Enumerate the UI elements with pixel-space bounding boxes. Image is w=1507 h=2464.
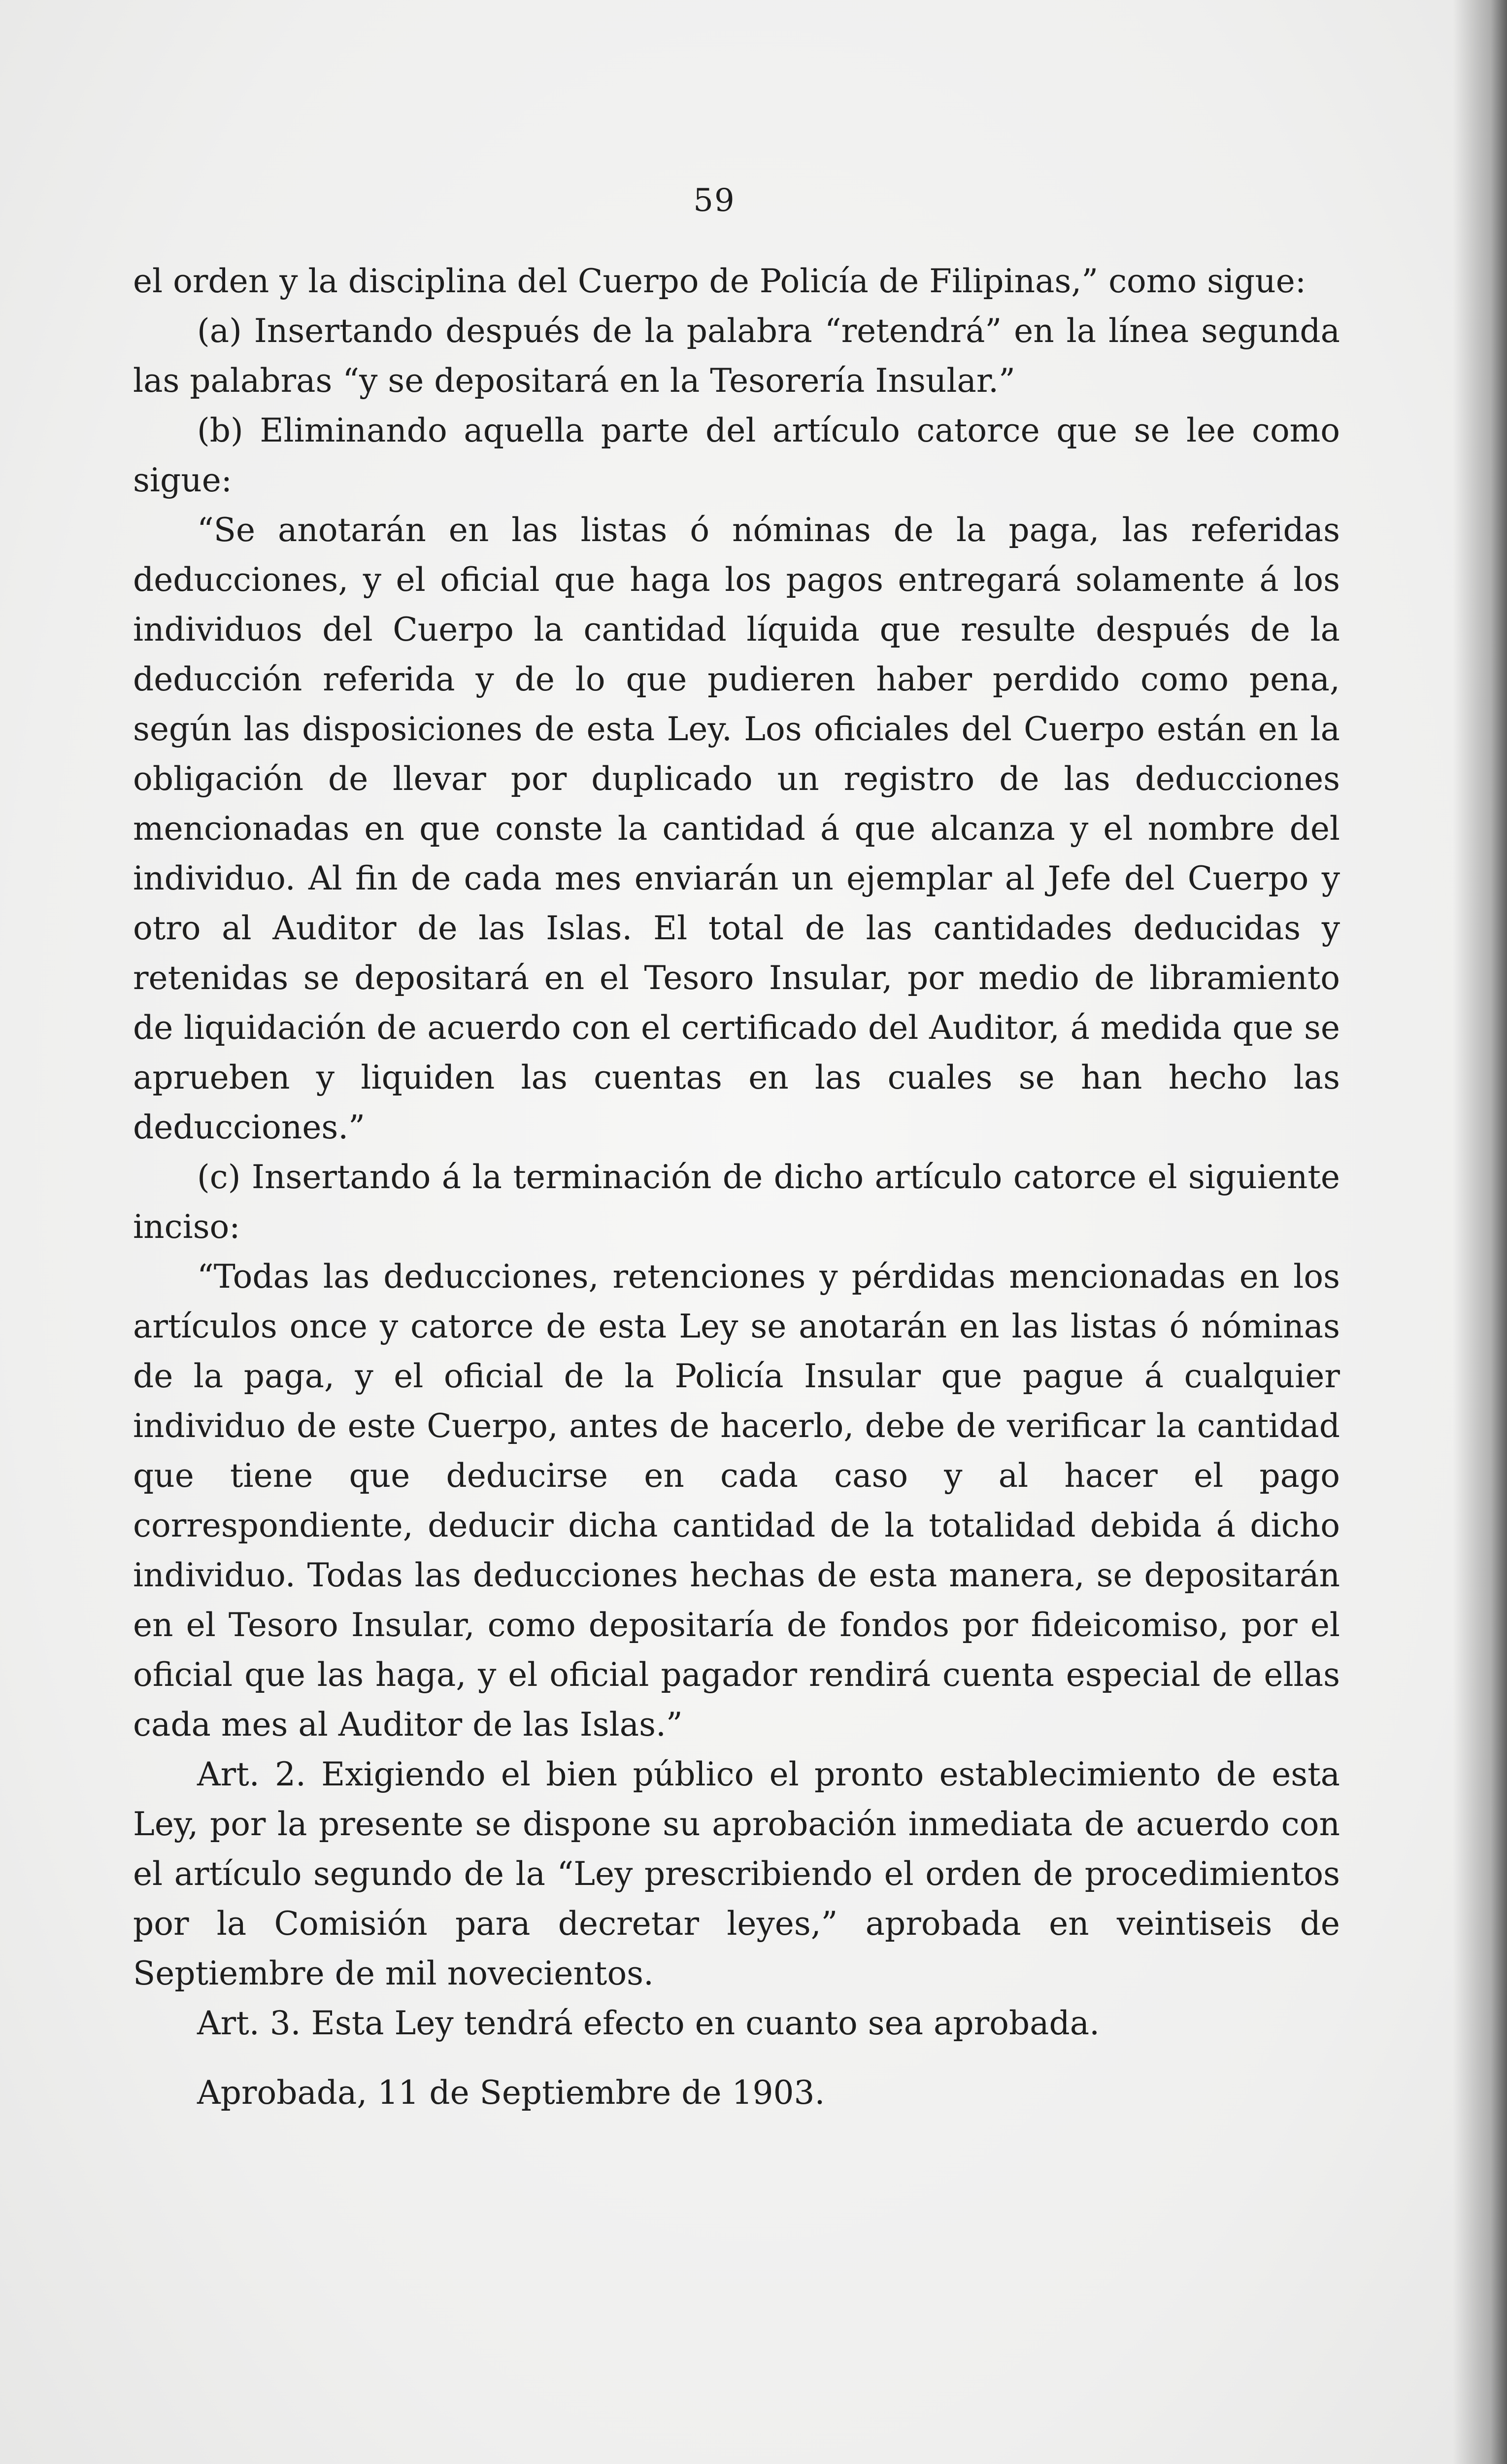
paragraph-quoted-new-text: “Todas las deducciones, retenciones y pérdidas mencionadas en los artículos once y catorce de esta Ley se anotarán en las listas ó nóminas de la paga, y el oficial de la Policía Insular que pague á cualquier individuo de este Cuerpo, antes de hacerlo, debe de verificar la cantidad que tiene que deducirse en cada caso y al hacer el pago correspondiente, deducir dicha cantidad de la totalidad debida á dicho individuo. Todas las deducciones hechas de esta manera, se depositarán en el Tesoro Insular, como depositaría de fondos por fideicomiso, por el oficial que las haga, y el oficial pagador rendirá cuenta especial de ellas cada mes al Auditor de las Islas.” [133,1258,1340,1744]
paragraph-article-3: Art. 3. Esta Ley tendrá efecto en cuanto sea aprobada. [197,2004,1100,2042]
page-number: 59 [693,182,736,219]
paragraph-intro: el orden y la disciplina del Cuerpo de Policía de Filipinas,” como sigue: [133,262,1306,300]
approval-date: Aprobada, 11 de Septiembre de 1903. [197,2074,825,2112]
body-text [133,256,1340,2118]
paragraph-article-2: Art. 2. Exigiendo el bien público el pronto establecimiento de esta Ley, por la presente se dispone su aprobación inmediata de acuerdo con el artículo segundo de la “Ley prescribiendo el orden de procedimientos por la Comisión para decretar leyes,” aprobada en veintiseis de Septiembre de mil novecientos. [133,1755,1340,1992]
paragraph-quoted-deleted-text: “Se anotarán en las listas ó nóminas de la paga, las referidas deducciones, y el oficial que haga los pagos entregará solamente á los individuos del Cuerpo la cantidad líquida que resulte después de la deducción referida y de lo que pudieren haber perdido como pena, según las disposiciones de esta Ley. Los oficiales del Cuerpo están en la obligación de llevar por duplicado un registro de las deducciones mencionadas en que conste la cantidad á que alcanza y el nombre del individuo. Al fin de cada mes enviarán un ejemplar al Jefe del Cuerpo y otro al Auditor de las Islas. El total de las cantidades deducidas y retenidas se depositará en el Tesoro Insular, por medio de libramiento de liquidación de acuerdo con el certificado del Auditor, á medida que se aprueben y liquiden las cuentas en las cuales se han hecho las deducciones.” [133,511,1340,1146]
page-edge-shadow [1453,0,1507,2464]
paragraph-clause-c: (c) Insertando á la terminación de dicho artículo catorce el siguiente inciso: [133,1158,1340,1246]
paragraph-clause-a: (a) Insertando después de la palabra “retendrá” en la línea segunda las palabras “y se depositará en la Tesorería Insular.” [133,312,1340,400]
paragraph-clause-b: (b) Eliminando aquella parte del artículo catorce que se lee como sigue: [133,411,1340,499]
